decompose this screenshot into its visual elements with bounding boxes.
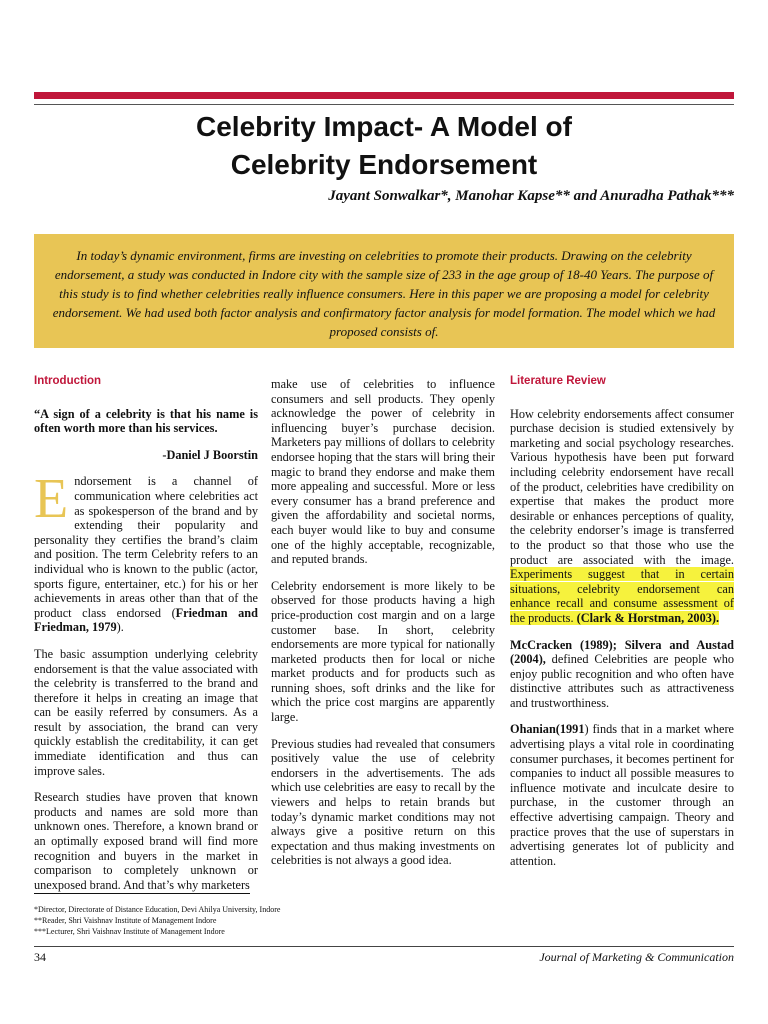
lit-paragraph-1: How celebrity endorsements affect consumer purchase decision is studied extensively by marketing and social psychology researches. Various hypothesis have been put forward including celebrity endorsement have recall of the product, celebrities have credibility on expertise that makes the product more desirable or enhances perceptions of quality, the celebrity endorser’s image is transferred to the product so that those who use the product are associated with the image. Experiments suggest that in certain situations, celebrity endorsement can enhance recall and consume assessment of the products. (Clark & Horstman, 2003). <box>510 406 734 625</box>
citation: (Clark & Horstman, 2003). <box>576 610 720 625</box>
footnote-3: ***Lecturer, Shri Vaishnav Institute of Management Indore <box>34 927 225 936</box>
drop-cap: E <box>34 468 69 531</box>
title-line-1: Celebrity Impact- A Model of <box>196 111 572 142</box>
footnote-2: **Reader, Shri Vaishnav Institute of Management Indore <box>34 916 217 925</box>
column-1 <box>34 374 258 904</box>
epigraph-author: -Daniel J Boorstin <box>162 447 258 462</box>
abstract-text: In today’s dynamic environment, firms are investing on celebrities to promote their products. Drawing on the celebrity endorsement, a study was conducted in Indore city with the sample size of 233 in the age group of 18-40 Years. The purpose of this study is to find whether celebrities really influence consumers. Here in this paper we are proposing a model for celebrity endorsement. We had used both factor analysis and confirmatory factor analysis for model formation. The model which we had proposed consists of. <box>52 248 716 339</box>
body-paragraph-3: Previous studies had revealed that consumers positively value the use of celebrity endorsers in the advertisements. The ads which use celebrities are easy to recall by the viewers and helps to retain brands but today’s dynamic market conditions may not always give a positive return on this expectation and thus making investments on celebrities is not always a good idea. <box>271 736 495 868</box>
column-3 <box>510 374 734 880</box>
footnote-rule <box>34 893 250 894</box>
intro-paragraph-3: Research studies have proven that known products and names are sold more than unknown ones. Therefore, a known brand or an optimally exposed brand will find more recognition and buyers in the market in comparison to completely unknown or unexposed brand. And that’s why marketers <box>34 790 258 892</box>
title-line-2: Celebrity Endorsement <box>230 149 538 180</box>
footnote-1: *Director, Directorate of Distance Education, Devi Ahilya University, Indore <box>34 905 281 914</box>
footnotes <box>34 904 434 937</box>
body-paragraph-1: make use of celebrities to influence consumers and sell products. They openly acknowledge the power of celebrity in influencing buyer’s purchase decision. Marketers pay millions of dollars to celebrity endorsee hoping that the stars will bring their magic to brand they endorse and make them more appealing and successful. More or less every consumer has a brand preference and given the affordability and societal norms, each buyer would like to buy and consume one of the highly acceptable, recognizable, and reputed brands. <box>271 377 495 567</box>
citation: Ohanian(1991 <box>510 722 585 737</box>
intro-paragraph-2: The basic assumption underlying celebrity endorsement is that the value associated with the celebrity is transferred to the brand and therefore it helps in creating an image that can be easily referred by consumers. As a result by association, the brand can very quickly establish the creditability, it can get immediate identification and thus can improve sales. <box>34 646 258 778</box>
citation: Friedman and Friedman, 1979 <box>34 605 258 635</box>
column-2 <box>271 374 495 880</box>
section-heading-introduction: Introduction <box>34 375 102 387</box>
citation: McCracken (1989); Silvera and Austad (2004), <box>510 637 734 667</box>
page-number: 34 <box>34 950 46 964</box>
abstract-box <box>34 234 734 348</box>
journal-name: Journal of Marketing & Communication <box>539 950 734 964</box>
body-paragraph-2: Celebrity endorsement is more likely to be observed for those products having a high price-production cost margin and on a large customer base. In short, celebrity endorsements are more typical for nationally marketed products then for local or niche market products and for products such as running shoes, soft drinks and the like for which the price cost margins are apparently large. <box>271 578 495 725</box>
lit-paragraph-3: Ohanian(1991) finds that in a market where advertising plays a vital role in coordinating consumer purchases, it becomes pertinent for companies to induct all possible measures to influence motivate and inculcate desire to purchase, in the customer through an effective advertising campaign. Theory and practice proves that the use of superstars in advertising generates lot of publicity and attention. <box>510 722 734 868</box>
highlighted-text: Experiments suggest that in certain situations, celebrity endorsement can enhance recall and consume assessment of the products. (Clark & Horstman, 2003). <box>510 567 734 625</box>
author-list: Jayant Sonwalkar*, Manohar Kapse** and Anuradha Pathak*** <box>328 188 734 204</box>
paper-title <box>34 104 734 184</box>
section-heading-literature-review: Literature Review <box>510 375 606 387</box>
header-accent-bar <box>34 92 734 99</box>
footer-rule <box>34 946 734 947</box>
epigraph-quote: “A sign of a celebrity is that his name is often worth more than his services. <box>34 406 258 436</box>
lit-paragraph-2: McCracken (1989); Silvera and Austad (2004), defined Celebrities are people who enjoy public recognition and who often have distinctive attributes such as attractiveness and trustworthiness. <box>510 637 734 710</box>
intro-paragraph-1: Endorsement is a channel of communication where celebrities act as spokesperson of the brand and by extending their popularity and personality they certifies the brand’s claim and position. The term Celebrity refers to an individual who is known to the public (actor, sports figure, entertainer, etc.) for his or her achievements in areas other than that of the product class endorsed (Friedman and Friedman, 1979). <box>34 468 258 635</box>
